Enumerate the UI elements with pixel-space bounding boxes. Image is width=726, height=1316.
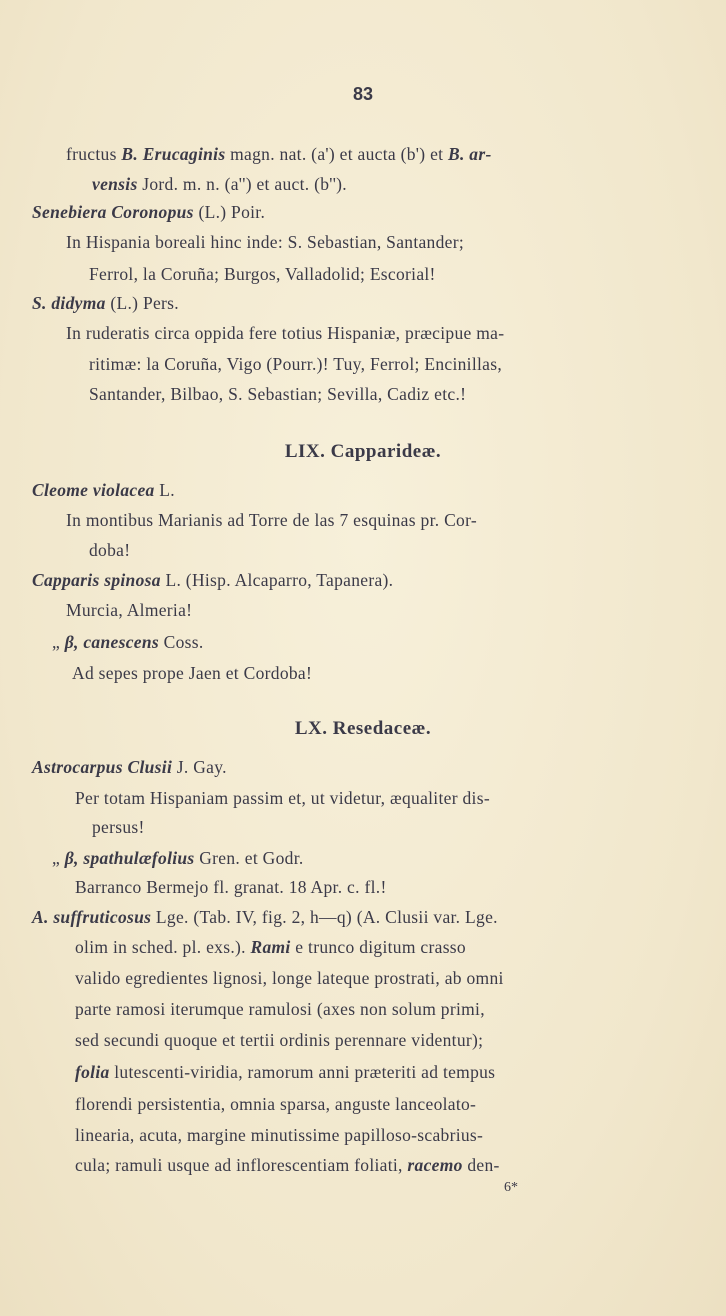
text-run: florendi persistentia, omnia sparsa, anguste lanceolato- bbox=[75, 1094, 477, 1114]
text-line bbox=[89, 539, 130, 561]
taxon-name: vensis bbox=[92, 174, 138, 194]
signature-mark: 6* bbox=[504, 1180, 518, 1195]
text-run: Ad sepes prope Jaen et Cordoba! bbox=[72, 663, 313, 683]
text-run: Lge. (Tab. IV, fig. 2, h—q) (A. Clusii var. Lge. bbox=[151, 907, 498, 927]
text-line bbox=[75, 1061, 495, 1083]
text-run: Barranco Bermejo fl. granat. 18 Apr. c. fl.! bbox=[75, 877, 387, 897]
text-run: Coss. bbox=[158, 632, 204, 652]
text-run: (L.) Pers. bbox=[105, 293, 179, 313]
text-line bbox=[75, 936, 466, 958]
taxon-name: β, spathulæfolius bbox=[64, 848, 195, 868]
text-run: In ruderatis circa oppida fere totius Hispaniæ, præcipue ma- bbox=[66, 323, 505, 343]
taxon-name: Astrocarpus Clusii bbox=[32, 757, 173, 777]
section-title: Capparideæ. bbox=[330, 441, 442, 462]
taxon-name: Cleome violacea bbox=[32, 480, 155, 500]
page-number: 83 bbox=[352, 84, 374, 104]
taxon-name: B. Erucaginis bbox=[121, 144, 226, 164]
text-line bbox=[75, 1124, 483, 1146]
text-run: Murcia, Almeria! bbox=[66, 600, 193, 620]
text-run: In montibus Marianis ad Torre de las 7 esquinas pr. Cor- bbox=[66, 510, 478, 530]
text-line bbox=[66, 143, 492, 165]
text-line bbox=[75, 967, 504, 989]
taxon-name: racemo bbox=[407, 1155, 463, 1175]
text-line bbox=[66, 509, 477, 531]
taxon-name: A. suffruticosus bbox=[32, 907, 152, 927]
text-run: Jord. m. n. (a'') et auct. (b''). bbox=[137, 174, 347, 194]
taxon-name: Capparis spinosa bbox=[32, 570, 161, 590]
text-line bbox=[32, 756, 227, 778]
text-run: linearia, acuta, margine minutissime papilloso-scabrius- bbox=[75, 1125, 484, 1145]
text-run: fructus bbox=[66, 144, 122, 164]
text-line bbox=[75, 1154, 500, 1176]
taxon-name: S. didyma bbox=[32, 293, 106, 313]
text-run: (L.) Poir. bbox=[193, 202, 266, 222]
taxon-name: β, canescens bbox=[64, 632, 159, 652]
section-number: LIX. bbox=[284, 441, 326, 462]
text-run: den- bbox=[462, 1155, 500, 1175]
text-line bbox=[75, 1029, 483, 1051]
text-line bbox=[89, 383, 466, 405]
text-line bbox=[52, 847, 304, 869]
text-run: L. bbox=[154, 480, 175, 500]
text-run: Gren. et Godr. bbox=[194, 848, 304, 868]
text-line bbox=[72, 662, 312, 684]
text-run: doba! bbox=[89, 540, 131, 560]
text-run: J. Gay. bbox=[172, 757, 227, 777]
text-line bbox=[89, 263, 436, 285]
section-number: LX. bbox=[294, 718, 328, 739]
text-run: L. (Hisp. Alcaparro, Tapanera). bbox=[160, 570, 394, 590]
text-run: parte ramosi iterumque ramulosi (axes non solum primi, bbox=[75, 999, 485, 1019]
section-title: Resedaceæ. bbox=[332, 718, 432, 739]
text-run: „ bbox=[52, 848, 65, 868]
text-line bbox=[66, 231, 464, 253]
taxon-name: Rami bbox=[250, 937, 291, 957]
text-run: „ bbox=[52, 632, 65, 652]
text-run: cula; ramuli usque ad inflorescentiam foliati, bbox=[75, 1155, 408, 1175]
text-run: ritimæ: la Coruña, Vigo (Pourr.)! Tuy, Ferrol; Encinillas, bbox=[89, 354, 503, 374]
section-heading bbox=[0, 441, 726, 463]
text-line bbox=[66, 322, 504, 344]
text-line bbox=[32, 201, 265, 223]
text-line bbox=[66, 599, 192, 621]
text-run: olim in sched. pl. exs.). bbox=[75, 937, 251, 957]
text-run: Ferrol, la Coruña; Burgos, Valladolid; Escorial! bbox=[89, 264, 436, 284]
text-line bbox=[89, 353, 502, 375]
text-line bbox=[75, 998, 485, 1020]
text-run: persus! bbox=[92, 817, 145, 837]
taxon-name: folia bbox=[75, 1062, 110, 1082]
text-line bbox=[32, 292, 179, 314]
text-line bbox=[92, 173, 347, 195]
text-run: Per totam Hispaniam passim et, ut videtur, æqualiter dis- bbox=[75, 788, 490, 808]
text-line bbox=[75, 876, 387, 898]
section-heading bbox=[0, 718, 726, 740]
text-line bbox=[52, 631, 204, 653]
text-line bbox=[75, 1093, 476, 1115]
text-line bbox=[32, 906, 498, 928]
text-line bbox=[32, 569, 393, 591]
taxon-name: B. ar- bbox=[447, 144, 492, 164]
text-line bbox=[32, 479, 175, 501]
text-run: magn. nat. (a') et aucta (b') et bbox=[225, 144, 448, 164]
text-run: Santander, Bilbao, S. Sebastian; Sevilla, Cadiz etc.! bbox=[89, 384, 467, 404]
text-run: valido egredientes lignosi, longe lateque prostrati, ab omni bbox=[75, 968, 504, 988]
text-line bbox=[75, 787, 490, 809]
text-run: lutescenti-viridia, ramorum anni præteriti ad tempus bbox=[109, 1062, 496, 1082]
taxon-name: Senebiera Coronopus bbox=[32, 202, 194, 222]
text-run: In Hispania boreali hinc inde: S. Sebastian, Santander; bbox=[66, 232, 465, 252]
text-run: e trunco digitum crasso bbox=[290, 937, 466, 957]
text-run: sed secundi quoque et tertii ordinis perennare videntur); bbox=[75, 1030, 484, 1050]
text-line bbox=[92, 816, 145, 838]
